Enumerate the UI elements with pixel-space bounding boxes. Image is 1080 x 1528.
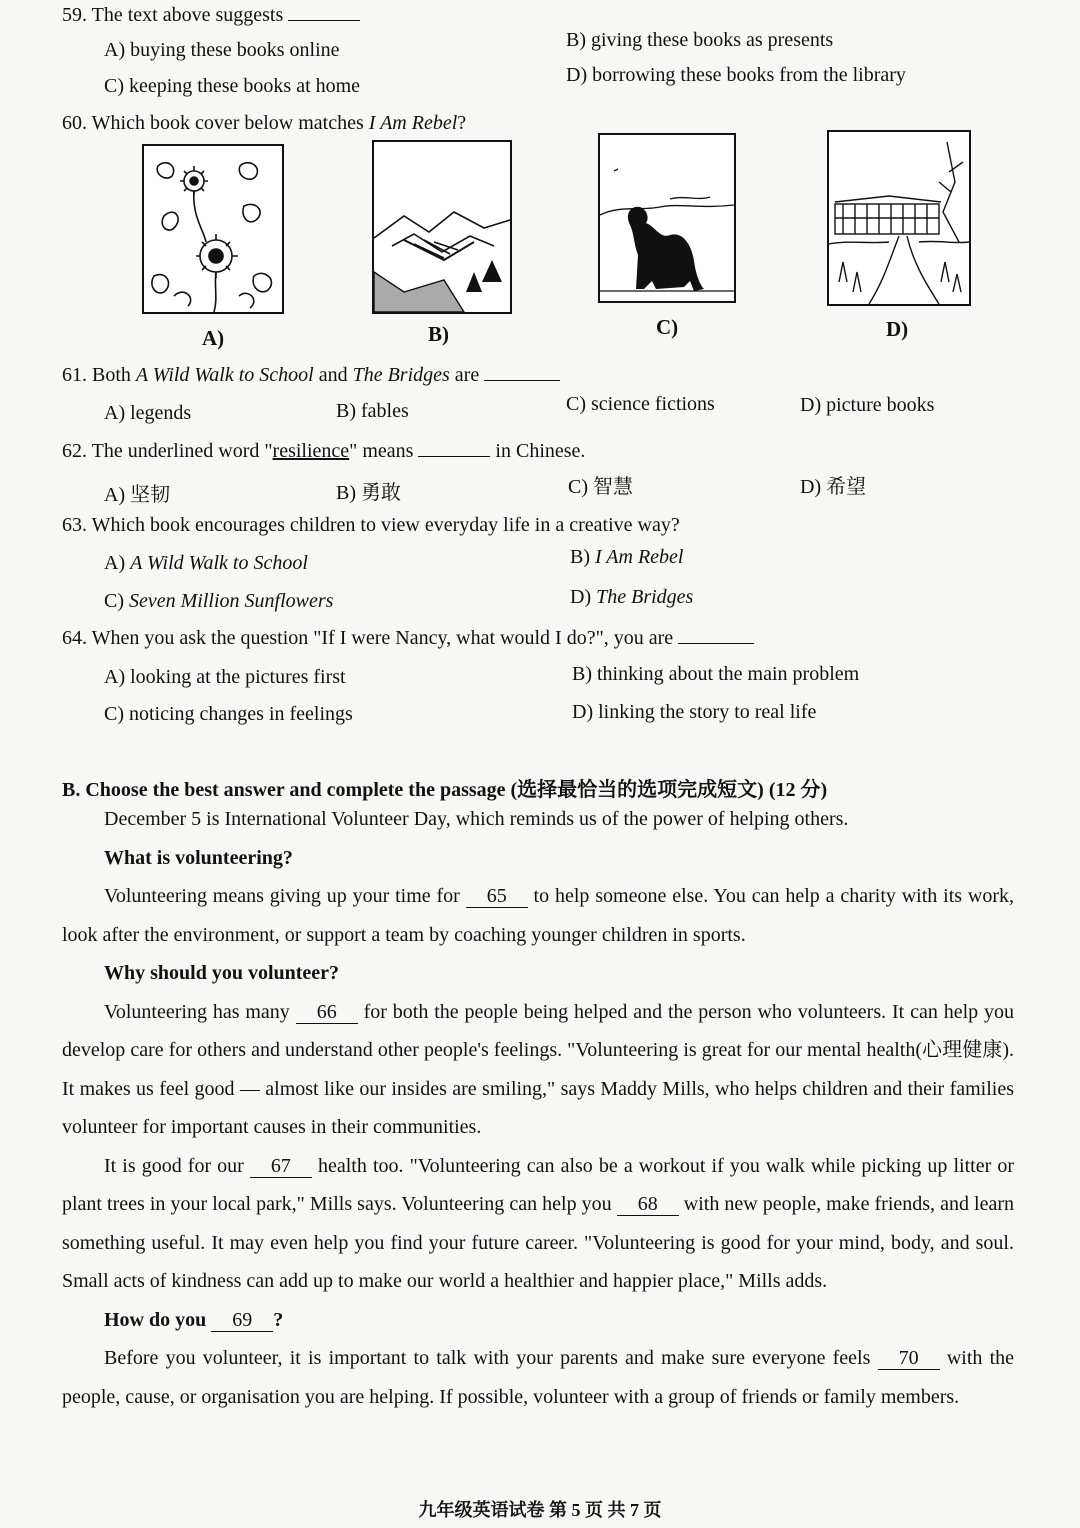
answer-blank bbox=[484, 380, 560, 381]
question-text: are bbox=[454, 364, 480, 386]
subheading-how bbox=[62, 1301, 1014, 1340]
paragraph-text: to help someone else. You can help a charity with its work, look after the environment, or support a team by coaching younger children in sports. bbox=[62, 885, 1014, 946]
page-footer: 九年级英语试卷 第 5 页 共 7 页 bbox=[418, 1500, 662, 1520]
option-letter: C) bbox=[104, 590, 124, 612]
paragraph-text: Volunteering means giving up your time for bbox=[104, 885, 460, 907]
answer-blank bbox=[288, 20, 360, 21]
passage-paragraph-2 bbox=[62, 877, 1014, 954]
question-number: 63. bbox=[62, 514, 87, 536]
option-63-b bbox=[570, 546, 684, 569]
cover-label-c: C) bbox=[656, 315, 679, 339]
paragraph-text: health too. "Volunteering can also be a workout if you walk while picking up litter or plant trees in your local park," Mills says. Volunteering can help you bbox=[62, 1154, 1014, 1215]
option-61-c: C) science fictions bbox=[566, 393, 715, 415]
cover-label-b: B) bbox=[428, 322, 449, 346]
question-60-stem bbox=[62, 112, 466, 135]
question-text: When you ask the question "If I were Nancy, what would I do?", you are bbox=[91, 627, 674, 649]
subheading-text: How do you bbox=[104, 1308, 207, 1331]
option-59-a: A) buying these books online bbox=[104, 39, 340, 61]
house-illustration bbox=[829, 132, 969, 304]
paragraph-text: Volunteering has many bbox=[104, 1000, 290, 1023]
question-number: 64. bbox=[62, 627, 87, 649]
book-title: A Wild Walk to School bbox=[135, 364, 314, 386]
cover-label-a: A) bbox=[202, 326, 225, 350]
option-letter: D) bbox=[570, 586, 592, 608]
paragraph-text: with new people, make friends, and learn something useful. It may even help you find your future career. "Volunteering is good for your mind, body, and soul. Small acts of kindness can add up to make our world a healthier and happier place," Mills adds. bbox=[62, 1193, 1015, 1292]
answer-blank bbox=[678, 643, 754, 644]
option-letter: A) bbox=[104, 552, 126, 574]
passage-paragraph-5 bbox=[62, 1339, 1014, 1416]
option-59-d: D) borrowing these books from the library bbox=[566, 64, 906, 86]
mountain-illustration bbox=[374, 142, 510, 312]
question-mark: ? bbox=[457, 112, 467, 134]
paragraph-text: for both the people being helped and the person who volunteers. It can help you develop care for others and understand other people's feelings. "Volunteering is great for our mental health(心理健康). It makes us feel good — almost like our insides are smiling," says Maddy Mills, who helps children and their families volunteer for important causes in their communities. bbox=[62, 1000, 1015, 1138]
paragraph-text: It is good for our bbox=[104, 1154, 244, 1177]
house-path-cover-icon bbox=[827, 130, 971, 306]
option-61-a: A) legends bbox=[104, 402, 192, 424]
question-text: The text above suggests bbox=[91, 4, 284, 26]
question-number: 59. bbox=[62, 4, 87, 26]
option-63-d bbox=[570, 586, 693, 609]
sunflower-illustration bbox=[144, 146, 282, 312]
paragraph-text: Before you volunteer, it is important to talk with your parents and make sure everyone feels bbox=[104, 1347, 871, 1369]
question-number: 61. bbox=[62, 364, 87, 386]
option-59-b: B) giving these books as presents bbox=[566, 29, 834, 51]
blank-66[interactable]: 66 bbox=[296, 1001, 358, 1024]
subheading-why bbox=[62, 954, 1014, 993]
question-text: Both bbox=[92, 364, 131, 386]
passage bbox=[62, 800, 1014, 1416]
option-64-d: D) linking the story to real life bbox=[572, 701, 817, 723]
option-61-d: D) picture books bbox=[800, 394, 935, 416]
option-61-b: B) fables bbox=[336, 400, 409, 422]
question-63-stem bbox=[62, 514, 680, 537]
question-64-stem bbox=[62, 627, 754, 650]
option-64-c: C) noticing changes in feelings bbox=[104, 703, 353, 725]
question-number: 62. bbox=[62, 440, 87, 462]
option-62-b: B) 勇敢 bbox=[336, 482, 401, 504]
option-64-a: A) looking at the pictures first bbox=[104, 666, 346, 688]
passage-paragraph-1 bbox=[62, 800, 1014, 839]
subheading-text: What is volunteering? bbox=[104, 846, 293, 869]
blank-67[interactable]: 67 bbox=[250, 1155, 312, 1178]
answer-blank bbox=[418, 456, 490, 457]
section-b-heading: B. Choose the best answer and complete the passage (选择最恰当的选项完成短文) (12 分) bbox=[62, 779, 828, 801]
sunflower-cover-icon bbox=[142, 144, 284, 314]
question-text: in Chinese. bbox=[495, 440, 586, 462]
option-62-a: A) 坚韧 bbox=[104, 484, 171, 506]
book-title: The Bridges bbox=[352, 364, 450, 386]
question-text: and bbox=[318, 364, 348, 386]
question-text: " means bbox=[349, 440, 414, 462]
option-62-c: C) 智慧 bbox=[568, 476, 633, 498]
paragraph-text: December 5 is International Volunteer Day, which reminds us of the power of helping others. bbox=[104, 808, 849, 830]
question-text: Which book cover below matches bbox=[91, 112, 364, 134]
option-63-a bbox=[104, 552, 308, 575]
passage-paragraph-4 bbox=[62, 1147, 1014, 1301]
cover-label-d: D) bbox=[886, 317, 909, 341]
subheading-text: Why should you volunteer? bbox=[104, 962, 340, 984]
option-64-b: B) thinking about the main problem bbox=[572, 663, 860, 685]
book-title: I Am Rebel bbox=[368, 112, 458, 134]
passage-paragraph-3 bbox=[62, 993, 1014, 1147]
subheading-what bbox=[62, 839, 1014, 878]
option-63-c bbox=[104, 590, 333, 613]
question-number: 60. bbox=[62, 112, 87, 134]
blank-68[interactable]: 68 bbox=[617, 1193, 679, 1216]
book-title: Seven Million Sunflowers bbox=[129, 590, 334, 612]
mountain-valley-cover-icon bbox=[372, 140, 512, 314]
question-61-stem bbox=[62, 364, 560, 387]
option-59-c: C) keeping these books at home bbox=[104, 75, 361, 97]
book-title: A Wild Walk to School bbox=[130, 552, 308, 574]
blank-70[interactable]: 70 bbox=[878, 1347, 940, 1370]
question-text: The underlined word " bbox=[91, 440, 273, 462]
question-59-stem bbox=[62, 4, 360, 27]
option-letter: B) bbox=[570, 546, 590, 568]
blank-69[interactable]: 69 bbox=[211, 1309, 273, 1332]
blank-65[interactable]: 65 bbox=[466, 885, 528, 908]
subheading-text: ? bbox=[273, 1308, 284, 1331]
paragraph-text: with the people, cause, or organisation you are helping. If possible, volunteer with a group of friends or family members. bbox=[62, 1347, 1015, 1408]
underlined-word: resilience bbox=[272, 440, 350, 462]
book-title: The Bridges bbox=[596, 586, 694, 608]
question-62-stem bbox=[62, 440, 585, 463]
question-text: Which book encourages children to view everyday life in a creative way? bbox=[91, 514, 680, 536]
dog-cover-icon bbox=[598, 133, 736, 303]
option-62-d: D) 希望 bbox=[800, 476, 867, 498]
book-title: I Am Rebel bbox=[595, 546, 684, 568]
dog-illustration bbox=[600, 135, 734, 301]
